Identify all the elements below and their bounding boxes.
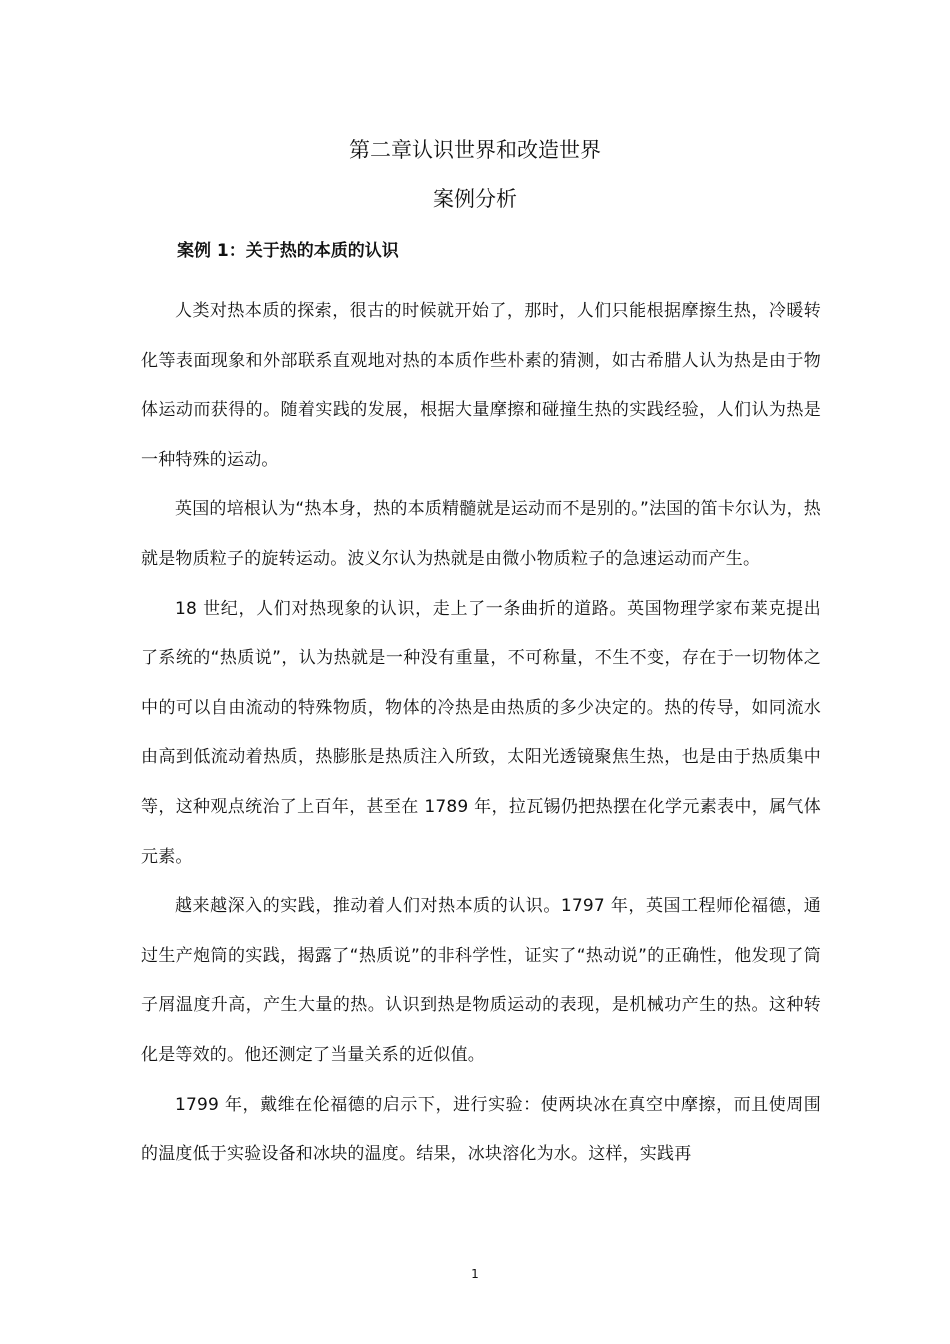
- section-subtitle: 案例分析: [433, 187, 517, 211]
- paragraph-2: 英国的培根认为“热本身，热的本质精髓就是运动而不是别的。”法国的笛卡尔认为，热就是物质粒子的旋转运动。波义尔认为热就是由微小物质粒子的急速运动而产生。: [141, 499, 821, 569]
- paragraph-5: 1799 年，戴维在伦福德的启示下，进行实验：使两块冰在真空中摩擦，而且使周围的温度低于实验设备和冰块的温度。结果，冰块溶化为水。这样，实践再: [141, 1094, 821, 1165]
- chapter-title: 第二章认识世界和改造世界: [349, 138, 601, 162]
- paragraph-1: 人类对热本质的探索，很古的时候就开始了，那时，人们只能根据摩擦生热，冷暖转化等表面现象和外部联系直观地对热的本质作些朴素的猜测，如古希腊人认为热是由于物体运动而获得的。随着实践的发展，根据大量摩擦和碰撞生热的实践经验，人们认为热是一种特殊的运动。: [141, 301, 821, 470]
- case-heading: 案例 1：关于热的本质的认识: [177, 241, 399, 261]
- paragraph-4: 越来越深入的实践，推动着人们对热本质的认识。1797 年，英国工程师伦福德，通过生产炮筒的实践，揭露了“热质说”的非科学性，证实了“热动说”的正确性，他发现了筒子屑温度升高，产生大量的热。认识到热是物质运动的表现，是机械功产生的热。这种转化是等效的。他还测定了当量关系的近似值。: [141, 896, 821, 1065]
- document-body: [141, 287, 821, 1180]
- paragraph-3: 18 世纪，人们对热现象的认识，走上了一条曲折的道路。英国物理学家布莱克提出了系统的“热质说”，认为热就是一种没有重量，不可称量，不生不变，存在于一切物体之中的可以自由流动的特殊物质，物体的冷热是由热质的多少决定的。热的传导，如同流水由高到低流动着热质，热膨胀是热质注入所致，太阳光透镜聚焦生热，也是由于热质集中等，这种观点统治了上百年，甚至在 1789 年，拉瓦锡仍把热摆在化学元素表中，属气体元素。: [141, 598, 821, 867]
- page-number: 1: [471, 1267, 479, 1281]
